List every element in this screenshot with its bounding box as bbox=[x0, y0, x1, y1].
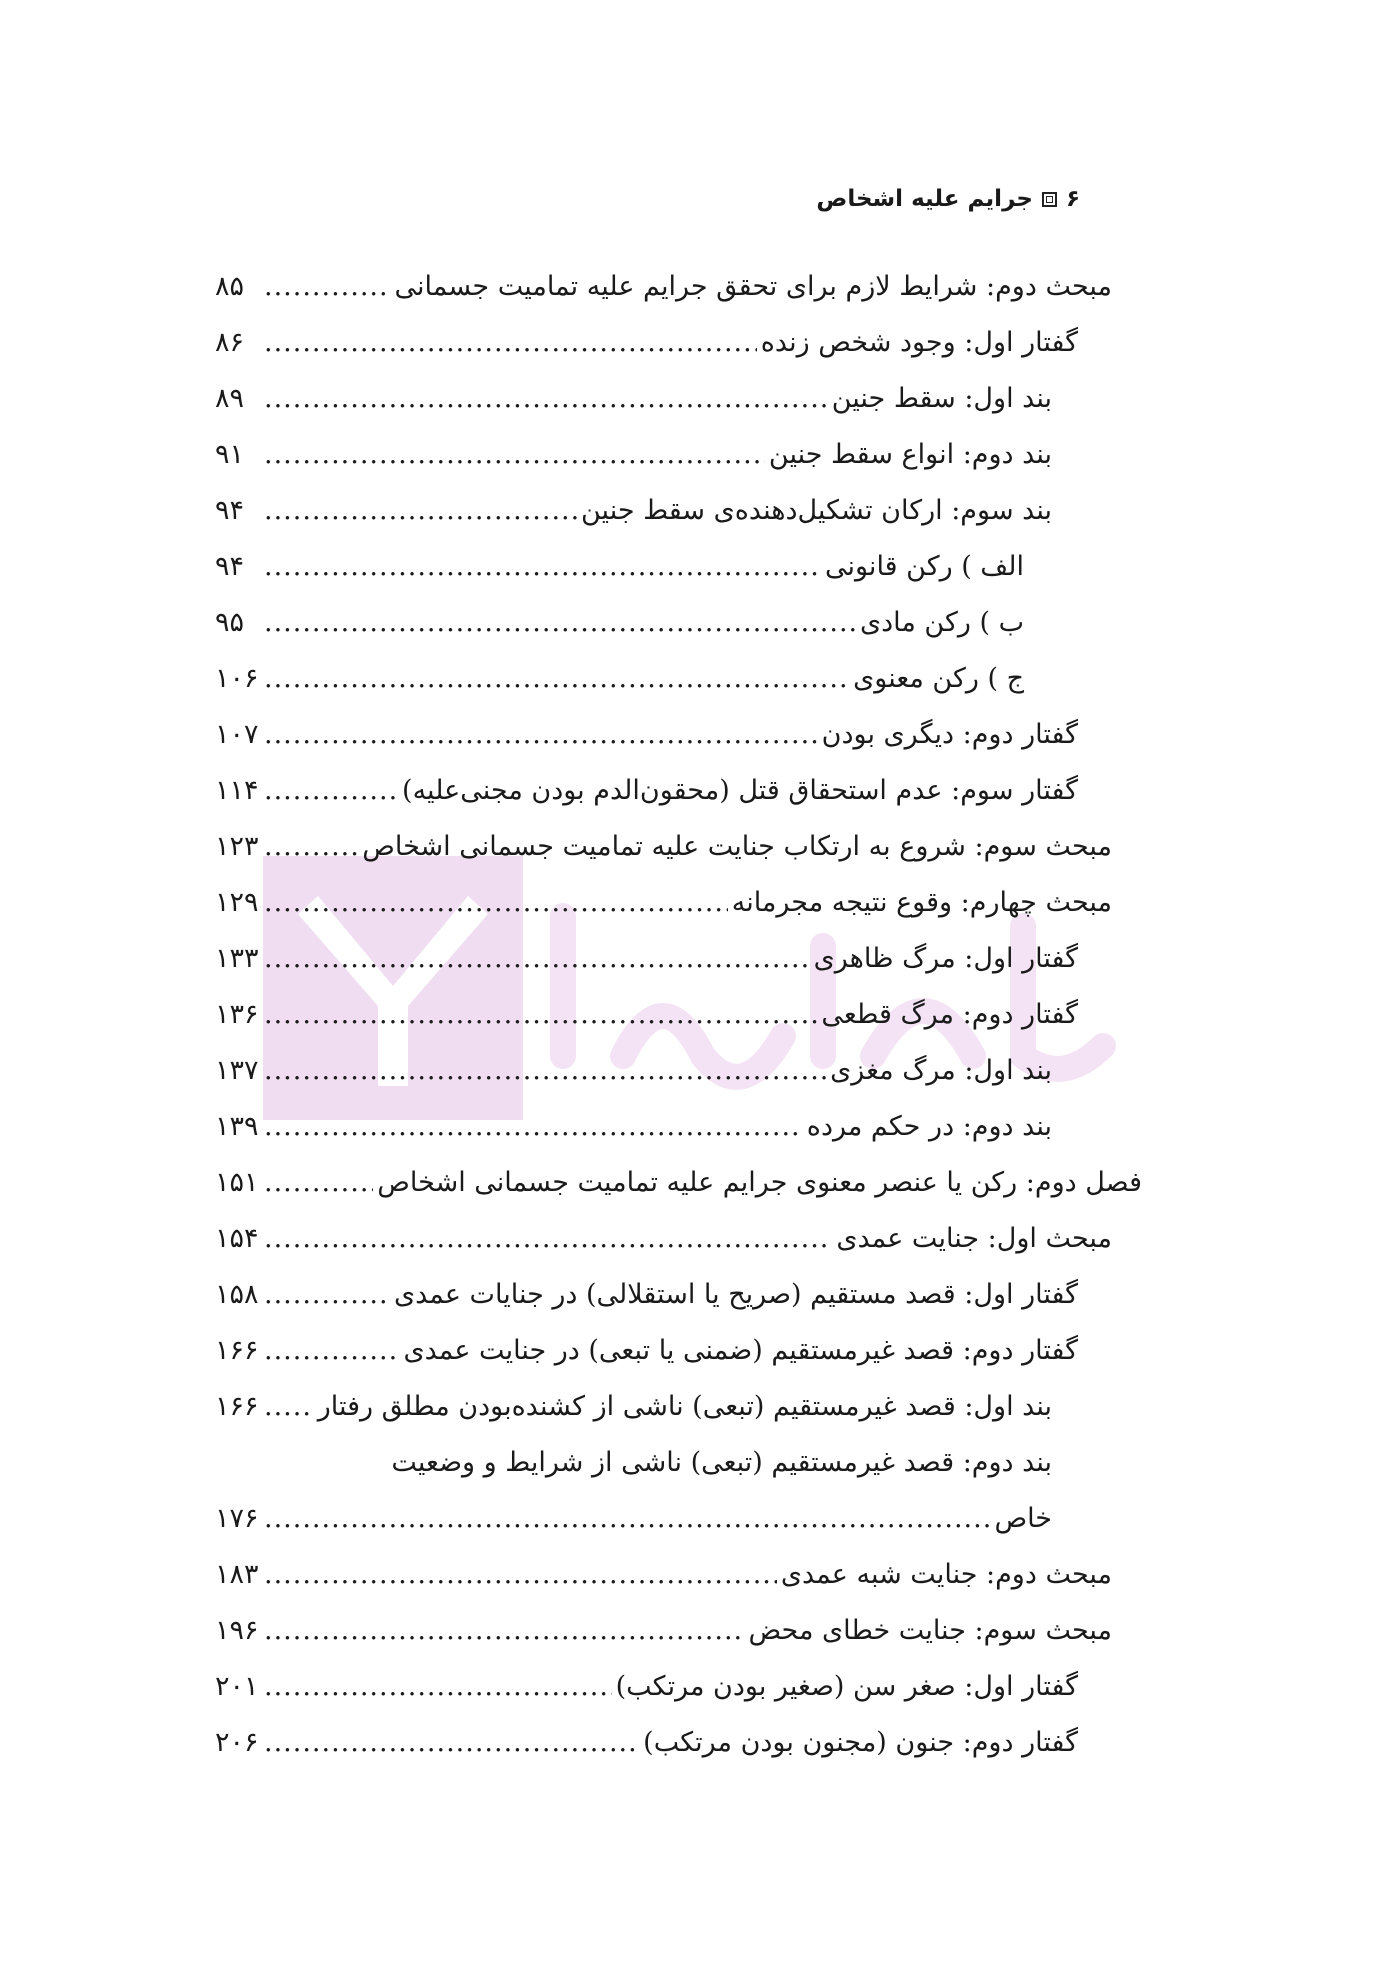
toc-entry-title: بند دوم: قصد غیرمستقیم (تبعی) ناشی از شرایط و وضعیت bbox=[391, 1447, 1052, 1478]
toc-entry-title: مبحث چهارم: وقوع نتیجه مجرمانه bbox=[731, 887, 1112, 918]
toc-entry-title: مبحث دوم: شرایط لازم برای تحقق جرایم علیه تمامیت جسمانی bbox=[394, 271, 1112, 302]
toc-leader-dots bbox=[264, 651, 849, 707]
toc-entry bbox=[215, 1435, 1112, 1491]
toc-page-number: ۱۷۶ bbox=[215, 1503, 259, 1534]
toc-page-number: ۱۶۶ bbox=[215, 1391, 259, 1422]
toc-page-number: ۲۰۱ bbox=[215, 1671, 259, 1702]
toc-page-number: ۱۸۳ bbox=[215, 1559, 259, 1590]
toc-entry bbox=[215, 1099, 1112, 1155]
toc-page-number: ۱۳۳ bbox=[215, 943, 259, 974]
toc-leader-dots bbox=[264, 539, 821, 595]
toc-entry-title: مبحث دوم: جنایت شبه عمدی bbox=[780, 1559, 1112, 1590]
toc-page-number: ۱۱۴ bbox=[215, 775, 259, 806]
toc-page-number: ۹۱ bbox=[215, 439, 245, 470]
toc-entry bbox=[215, 763, 1112, 819]
toc-entry-title: گفتار دوم: قصد غیرمستقیم (ضمنی یا تبعی) در جنایت عمدی bbox=[403, 1335, 1078, 1366]
toc-entry bbox=[215, 651, 1112, 707]
toc-entry-title: گفتار دوم: جنون (مجنون بودن مرتکب) bbox=[643, 1727, 1078, 1758]
toc-page-number: ۹۴ bbox=[215, 551, 245, 582]
toc-leader-dots bbox=[264, 259, 390, 315]
toc-entry-title: بند سوم: ارکان تشکیل‌دهنده‌ی سقط جنین bbox=[581, 495, 1052, 526]
toc-page-number: ۱۲۹ bbox=[215, 887, 259, 918]
toc-entry bbox=[215, 259, 1112, 315]
book-title: جرایم علیه اشخاص bbox=[816, 186, 1033, 212]
toc-leader-dots bbox=[264, 819, 358, 875]
toc-entry bbox=[215, 539, 1112, 595]
toc-leader-dots bbox=[264, 427, 765, 483]
toc-page-number: ۹۵ bbox=[215, 607, 245, 638]
square-ornament-icon bbox=[1042, 192, 1057, 207]
toc-leader-dots bbox=[264, 763, 398, 819]
toc-leader-dots bbox=[264, 1491, 990, 1547]
toc-page-number: ۱۹۶ bbox=[215, 1615, 259, 1646]
toc-leader-dots bbox=[264, 875, 728, 931]
toc-leader-dots bbox=[264, 1099, 803, 1155]
toc-entry bbox=[215, 1659, 1112, 1715]
toc-page-number: ۱۳۹ bbox=[215, 1111, 259, 1142]
toc-entry bbox=[215, 1155, 1142, 1211]
toc-leader-dots bbox=[264, 595, 856, 651]
toc-entry-title: بند دوم: در حکم مرده bbox=[806, 1111, 1052, 1142]
toc-entry bbox=[215, 875, 1112, 931]
toc-entry bbox=[215, 1323, 1112, 1379]
toc-entry bbox=[215, 1267, 1112, 1323]
toc-entry-title: گفتار سوم: عدم استحقاق قتل (محقون‌الدم بودن مجنی‌علیه) bbox=[402, 775, 1078, 806]
toc-entry-title: گفتار دوم: دیگری بودن bbox=[821, 719, 1078, 750]
toc-entry-title: گفتار اول: صغر سن (صغیر بودن مرتکب) bbox=[615, 1671, 1078, 1702]
toc-entry-title: فصل دوم: رکن یا عنصر معنوی جرایم علیه تمامیت جسمانی اشخاص bbox=[377, 1167, 1142, 1198]
toc-entry-title: مبحث سوم: جنایت خطای محض bbox=[748, 1615, 1112, 1646]
toc-entry bbox=[215, 819, 1112, 875]
toc-entry bbox=[215, 1379, 1112, 1435]
toc-leader-dots bbox=[264, 1043, 826, 1099]
toc-page-number: ۸۵ bbox=[215, 271, 245, 302]
toc-leader-dots bbox=[264, 707, 818, 763]
toc-leader-dots bbox=[264, 987, 817, 1043]
toc-entry bbox=[215, 1715, 1112, 1771]
toc-leader-dots bbox=[264, 1323, 399, 1379]
toc-entry bbox=[215, 1211, 1112, 1267]
toc-entry bbox=[215, 427, 1112, 483]
toc-leader-dots bbox=[264, 1155, 373, 1211]
toc-leader-dots bbox=[264, 931, 810, 987]
toc-page-number: ۸۶ bbox=[215, 327, 245, 358]
toc-page-number: ۱۵۴ bbox=[215, 1223, 259, 1254]
toc-entry-title: گفتار اول: مرگ ظاهری bbox=[813, 943, 1078, 974]
toc-entry bbox=[215, 483, 1112, 539]
toc-leader-dots bbox=[264, 1603, 744, 1659]
toc-page-number: ۱۵۸ bbox=[215, 1279, 259, 1310]
toc-entry-title: گفتار اول: قصد مستقیم (صریح یا استقلالی) در جنایات عمدی bbox=[393, 1279, 1078, 1310]
toc-entry-title: ج ) رکن معنوی bbox=[853, 663, 1024, 694]
toc-page-number: ۱۶۶ bbox=[215, 1335, 259, 1366]
toc-entry-title: گفتار اول: وجود شخص زنده bbox=[760, 327, 1078, 358]
toc-entry bbox=[215, 987, 1112, 1043]
toc-leader-dots bbox=[264, 315, 757, 371]
toc-leader-dots bbox=[264, 483, 577, 539]
running-header bbox=[816, 186, 1080, 212]
toc-page-number: ۱۰۶ bbox=[215, 663, 259, 694]
toc-entry bbox=[215, 1491, 1112, 1547]
toc-entry bbox=[215, 1603, 1112, 1659]
toc-entry bbox=[215, 371, 1112, 427]
toc-entry-title: بند اول: سقط جنین bbox=[831, 383, 1052, 414]
toc-page-number: ۹۴ bbox=[215, 495, 245, 526]
toc-leader-dots bbox=[264, 1211, 832, 1267]
toc-leader-dots bbox=[264, 1715, 639, 1771]
toc-entry-title: گفتار دوم: مرگ قطعی bbox=[821, 999, 1078, 1030]
toc-page-number: ۸۹ bbox=[215, 383, 245, 414]
toc-entry-title: ب ) رکن مادی bbox=[860, 607, 1024, 638]
toc-leader-dots bbox=[264, 1267, 390, 1323]
page-number: ۶ bbox=[1065, 186, 1080, 212]
toc-entry-title: الف ) رکن قانونی bbox=[824, 551, 1024, 582]
toc-entry bbox=[215, 595, 1112, 651]
toc-entry-title: بند اول: مرگ مغزی bbox=[830, 1055, 1052, 1086]
toc-entry-title: بند دوم: انواع سقط جنین bbox=[768, 439, 1052, 470]
toc-page-number: ۱۳۶ bbox=[215, 999, 259, 1030]
toc-entry bbox=[215, 1043, 1112, 1099]
toc-leader-dots bbox=[264, 1659, 612, 1715]
table-of-contents bbox=[215, 259, 1142, 1771]
toc-page-number: ۱۰۷ bbox=[215, 719, 259, 750]
toc-page-number: ۲۰۶ bbox=[215, 1727, 259, 1758]
toc-page-number: ۱۲۳ bbox=[215, 831, 259, 862]
toc-entry-title: مبحث اول: جنایت عمدی bbox=[836, 1223, 1112, 1254]
toc-entry bbox=[215, 707, 1112, 763]
toc-leader-dots bbox=[264, 1379, 314, 1435]
toc-entry bbox=[215, 315, 1112, 371]
toc-entry-title: بند اول: قصد غیرمستقیم (تبعی) ناشی از کشنده‌بودن مطلق رفتار bbox=[317, 1391, 1052, 1422]
toc-entry bbox=[215, 931, 1112, 987]
toc-entry-title: خاص bbox=[994, 1503, 1052, 1534]
toc-leader-dots bbox=[264, 1547, 777, 1603]
toc-entry bbox=[215, 1547, 1112, 1603]
toc-entry-title: مبحث سوم: شروع به ارتکاب جنایت علیه تمامیت جسمانی اشخاص bbox=[362, 831, 1112, 862]
toc-leader-dots bbox=[264, 371, 828, 427]
toc-page-number: ۱۳۷ bbox=[215, 1055, 259, 1086]
toc-page-number: ۱۵۱ bbox=[215, 1167, 259, 1198]
